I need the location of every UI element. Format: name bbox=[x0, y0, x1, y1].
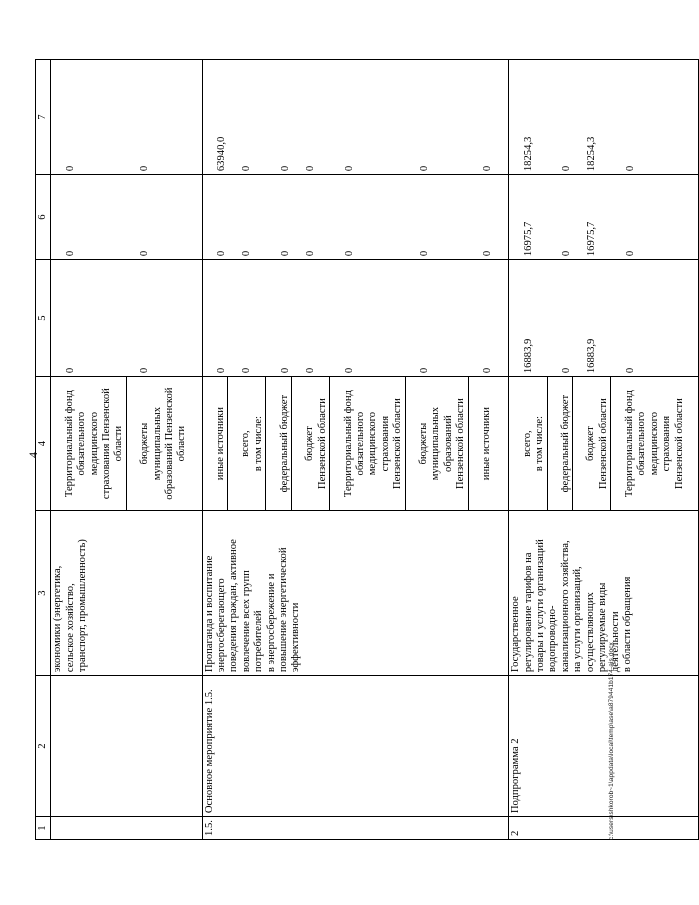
funding-source-label: федеральный бюджет bbox=[560, 377, 573, 510]
funding-source-label: всего, в том числе: bbox=[240, 377, 266, 510]
funding-value: 0 bbox=[64, 250, 76, 257]
funding-source-label: бюджеты муниципальных образований Пензенской области bbox=[139, 387, 188, 500]
year-1-values bbox=[509, 260, 699, 377]
funding-value: 0 bbox=[241, 367, 253, 374]
year-2-values bbox=[202, 175, 509, 260]
funding-value: 0 bbox=[64, 165, 76, 172]
funding-value: 0 bbox=[305, 165, 317, 172]
funding-value: 0 bbox=[216, 367, 228, 374]
funding-source-label: бюджеты муниципальных образований Пензенской области bbox=[418, 377, 469, 510]
column-header: 5 bbox=[36, 260, 51, 377]
funding-value: 0 bbox=[64, 367, 76, 374]
funding-value: 0 bbox=[279, 367, 291, 374]
funding-value: 0 bbox=[139, 367, 151, 374]
funding-value: 0 bbox=[419, 250, 431, 257]
column-header: 6 bbox=[36, 175, 51, 260]
year-3-values bbox=[509, 60, 699, 175]
column-number-row bbox=[36, 60, 51, 840]
measure-name-cell: Основное мероприятие 1.5. bbox=[202, 676, 509, 817]
funding-value: 0 bbox=[419, 165, 431, 172]
funding-source-label: бюджет Пензенской области bbox=[585, 377, 611, 510]
funding-value: 16883,9 bbox=[522, 338, 534, 374]
funding-table bbox=[35, 59, 699, 840]
year-3-values bbox=[51, 60, 202, 175]
funding-source-label: иные источники bbox=[481, 407, 493, 481]
funding-value: 0 bbox=[139, 250, 151, 257]
funding-value: 0 bbox=[482, 367, 494, 374]
year-1-values bbox=[202, 260, 509, 377]
funding-value: 0 bbox=[561, 165, 573, 172]
funding-value: 18254,3 bbox=[586, 136, 598, 172]
funding-value: 0 bbox=[624, 250, 636, 257]
funding-value: 0 bbox=[139, 165, 151, 172]
column-header: 7 bbox=[36, 60, 51, 175]
column-header: 2 bbox=[36, 676, 51, 817]
funding-value: 16975,7 bbox=[586, 221, 598, 257]
file-path-footer: c:\users\shkorob~1\appdata\local\temp\ase\a879441b174-ais.docx bbox=[608, 642, 615, 840]
funding-value: 0 bbox=[561, 250, 573, 257]
measure-description-cell: экономики (энергетика, сельское хозяйство, транспорт, промышленность) bbox=[51, 511, 202, 676]
year-3-values bbox=[202, 60, 509, 175]
year-2-values bbox=[51, 175, 202, 260]
funding-value: 0 bbox=[482, 165, 494, 172]
funding-value: 0 bbox=[343, 250, 355, 257]
measure-description-cell: Пропаганда и воспитание энергосберегающего поведения граждан, активное вовлечение всех групп потребителей в энергосбережение и повышение энергетической эффективности bbox=[202, 511, 509, 676]
funding-sources-cell bbox=[202, 377, 509, 511]
funding-sources-cell bbox=[509, 377, 699, 511]
funding-source-label: бюджет Пензенской области bbox=[304, 377, 330, 510]
funding-value: 0 bbox=[419, 367, 431, 374]
funding-value: 0 bbox=[305, 250, 317, 257]
year-1-values bbox=[51, 260, 202, 377]
funding-value: 0 bbox=[305, 367, 317, 374]
funding-value: 0 bbox=[482, 250, 494, 257]
funding-source-label: Территориальный фонд обязательного медицинского страхования Пензенской области bbox=[64, 377, 127, 510]
row-number-cell: 1.5. bbox=[202, 817, 509, 840]
funding-source-label: Территориальный фонд обязательного медицинского страхования Пензенской области bbox=[623, 390, 685, 498]
funding-source-label: всего, в том числе: bbox=[522, 377, 548, 510]
measure-name-cell bbox=[51, 676, 202, 817]
funding-value: 63940,0 bbox=[216, 136, 228, 172]
funding-value: 0 bbox=[279, 250, 291, 257]
funding-value: 0 bbox=[624, 367, 636, 374]
funding-value: 16975,7 bbox=[522, 221, 534, 257]
funding-source-label: федеральный бюджет bbox=[279, 377, 292, 510]
row-number-cell bbox=[51, 817, 202, 840]
funding-value: 16883,9 bbox=[586, 338, 598, 374]
column-header: 1 bbox=[36, 817, 51, 840]
column-header: 4 bbox=[36, 377, 51, 511]
row-number-cell: 2 bbox=[509, 817, 699, 840]
table-row bbox=[51, 60, 202, 840]
table-row bbox=[509, 60, 699, 840]
year-2-values bbox=[509, 175, 699, 260]
funding-value: 0 bbox=[343, 165, 355, 172]
funding-value: 0 bbox=[561, 367, 573, 374]
funding-value: 0 bbox=[241, 165, 253, 172]
page-number: 4 bbox=[26, 452, 40, 458]
funding-value: 0 bbox=[216, 250, 228, 257]
measure-name-cell: Подпрограмма 2 bbox=[509, 676, 699, 817]
funding-value: 0 bbox=[343, 367, 355, 374]
funding-value: 0 bbox=[241, 250, 253, 257]
table-row bbox=[202, 60, 509, 840]
funding-sources-cell bbox=[51, 377, 202, 511]
funding-source-label: Территориальный фонд обязательного медицинского страхования Пензенской области bbox=[343, 377, 406, 510]
measure-description-cell: Государственное регулирование тарифов на товары и услуги организаций водопроводно- канализационного хозяйства, на услуги организаций, осуществляющих регулируемые виды деятельности в области обращения bbox=[509, 511, 699, 676]
funding-value: 0 bbox=[624, 165, 636, 172]
funding-source-label: иные источники bbox=[215, 377, 228, 510]
funding-value: 18254,3 bbox=[522, 136, 534, 172]
funding-value: 0 bbox=[279, 165, 291, 172]
column-header: 3 bbox=[36, 511, 51, 676]
